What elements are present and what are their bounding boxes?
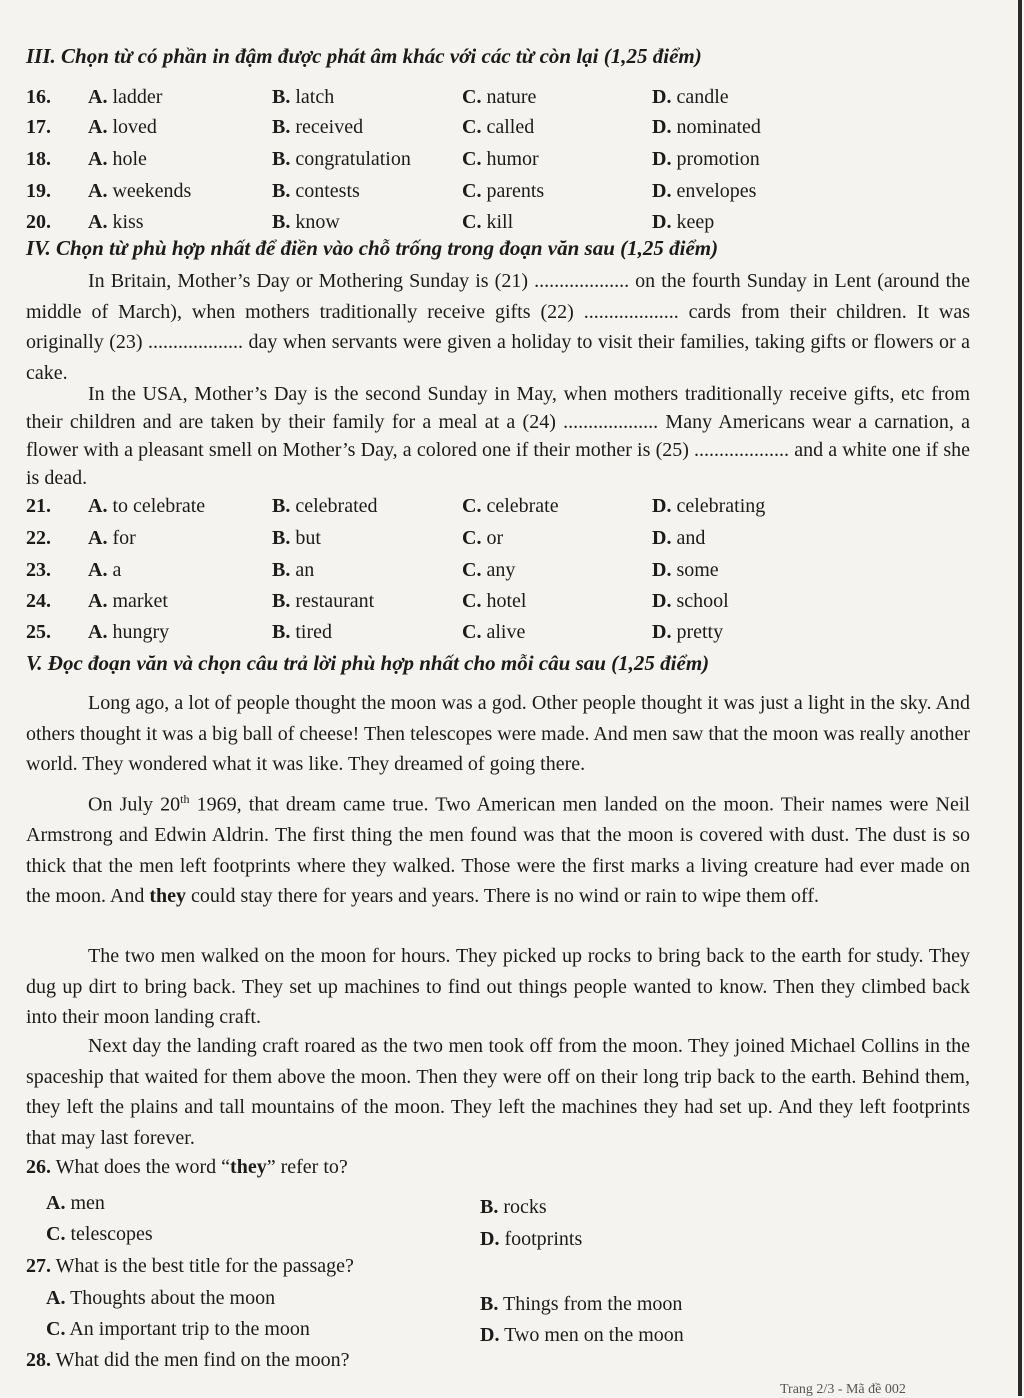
question-row-19 [0,180,1024,208]
option-a: A. Thoughts about the moon [46,1287,276,1309]
option-c: C. kill [462,211,514,233]
question-row-17 [0,116,1024,144]
option-d: D. keep [652,211,715,233]
question-row-23 [0,559,1024,587]
question-number: 17. [26,116,51,138]
question-26: 26. What does the word “they” refer to? [26,1156,348,1178]
option-b: B. contests [272,180,360,202]
page-footer: Trang 2/3 - Mã đề 002 [780,1382,906,1397]
section-5-heading: V. Đọc đoạn văn và chọn câu trả lời phù hợp nhất cho mỗi câu sau (1,25 điểm) [26,651,710,675]
question-27: 27. What is the best title for the passage? [26,1255,354,1277]
option-b: B. an [272,559,315,581]
option-a: A. weekends [88,180,192,202]
option-a: A. to celebrate [88,495,206,517]
option-c: C. telescopes [46,1223,153,1245]
option-a: A. men [46,1192,105,1214]
option-c: C. nature [462,86,537,108]
question-number: 24. [26,590,51,612]
question-row-21 [0,495,1024,523]
question-number: 21. [26,495,51,517]
option-a: A. ladder [88,86,163,108]
option-a: A. for [88,527,136,549]
option-d: D. some [652,559,719,581]
reading-paragraph-3: The two men walked on the moon for hours. They picked up rocks to bring back to the earth for study. They dug up dirt to bring back. They set up machines to find out things people wanted to know. Then they climbed back into their moon landing craft. [26,945,970,1028]
page-edge [1018,0,1022,1396]
option-c: C. or [462,527,504,549]
option-d: D. celebrating [652,495,766,517]
option-a: A. a [88,559,122,581]
question-row-18 [0,148,1024,176]
option-b: B. congratulation [272,148,411,170]
option-c: C. hotel [462,590,527,612]
question-row-24 [0,590,1024,618]
option-b: B. celebrated [272,495,378,517]
option-a: A. kiss [88,211,144,233]
option-b: B. received [272,116,364,138]
question-row-20 [0,211,1024,239]
option-b: B. Things from the moon [480,1293,683,1315]
passage-paragraph: In the USA, Mother’s Day is the second Sunday in May, when mothers traditionally receive gifts, etc from their children and are taken by their family for a meal at a (24) ................... Many Americans wear a carnation, a flower with a pleasant smell on Mother’s Day, a colored one if their mother is (25) ................... and a white one if she is dead. [26,383,970,489]
option-c: C. humor [462,148,539,170]
question-row-16 [0,86,1024,114]
option-c: C. any [462,559,516,581]
option-d: D. envelopes [652,180,757,202]
option-a: A. hole [88,148,147,170]
option-b: B. know [272,211,340,233]
option-d: D. footprints [480,1228,583,1250]
option-d: D. school [652,590,729,612]
option-c: C. alive [462,621,526,643]
question-28: 28. What did the men find on the moon? [26,1349,350,1371]
option-d: D. and [652,527,706,549]
section-3-heading: III. Chọn từ có phần in đậm được phát âm khác với các từ còn lại (1,25 điểm) [26,44,702,68]
question-row-22 [0,527,1024,555]
passage-paragraph: In Britain, Mother’s Day or Mothering Sunday is (21) ................... on the fourth Sunday in Lent (around the middle of March), when mothers traditionally receive gifts (22) ................... cards from their children. It was originally (23) ................... day when servants were given a holiday to visit their families, taking gifts or flowers or a cake. [26,270,970,384]
option-b: B. restaurant [272,590,375,612]
option-c: C. An important trip to the moon [46,1318,310,1340]
option-d: D. Two men on the moon [480,1324,684,1346]
question-number: 25. [26,621,51,643]
reading-paragraph-2: On July 20th 1969, that dream came true. Two American men landed on the moon. Their names were Neil Armstrong and Edwin Aldrin. The first thing the men found was that the moon is covered with dust. The dust is so thick that the men left footprints where they walked. Those were the first marks a living creature had ever made on the moon. And they could stay there for years and years. There is no wind or rain to wipe them off. [26,792,970,908]
question-number: 19. [26,180,51,202]
reading-paragraph-1: Long ago, a lot of people thought the moon was a god. Other people thought it was just a light in the sky. And others thought it was a big ball of cheese! Then telescopes were made. And men saw that the moon was really another world. They wondered what it was like. They dreamed of going there. [26,692,970,775]
option-d: D. pretty [652,621,724,643]
question-number: 18. [26,148,51,170]
option-d: D. promotion [652,148,760,170]
question-number: 16. [26,86,51,108]
option-c: C. parents [462,180,545,202]
question-number: 20. [26,211,51,233]
option-c: C. celebrate [462,495,559,517]
option-d: D. candle [652,86,729,108]
option-a: A. loved [88,116,157,138]
option-c: C. called [462,116,535,138]
section-4-heading: IV. Chọn từ phù hợp nhất để điền vào chỗ trống trong đoạn văn sau (1,25 điểm) [26,236,719,260]
reading-paragraph-4: Next day the landing craft roared as the two men took off from the moon. They joined Michael Collins in the spaceship that waited for them above the moon. Then they were off on their long trip back to the earth. Behind them, they left the plains and tall mountains of the moon. They left the machines they had set up. And they left footprints that may last forever. [26,1035,970,1149]
option-a: A. hungry [88,621,170,643]
option-b: B. tired [272,621,332,643]
option-a: A. market [88,590,168,612]
question-number: 23. [26,559,51,581]
option-d: D. nominated [652,116,761,138]
option-b: B. latch [272,86,335,108]
question-row-25 [0,621,1024,649]
question-number: 22. [26,527,51,549]
option-b: B. rocks [480,1196,547,1218]
option-b: B. but [272,527,321,549]
